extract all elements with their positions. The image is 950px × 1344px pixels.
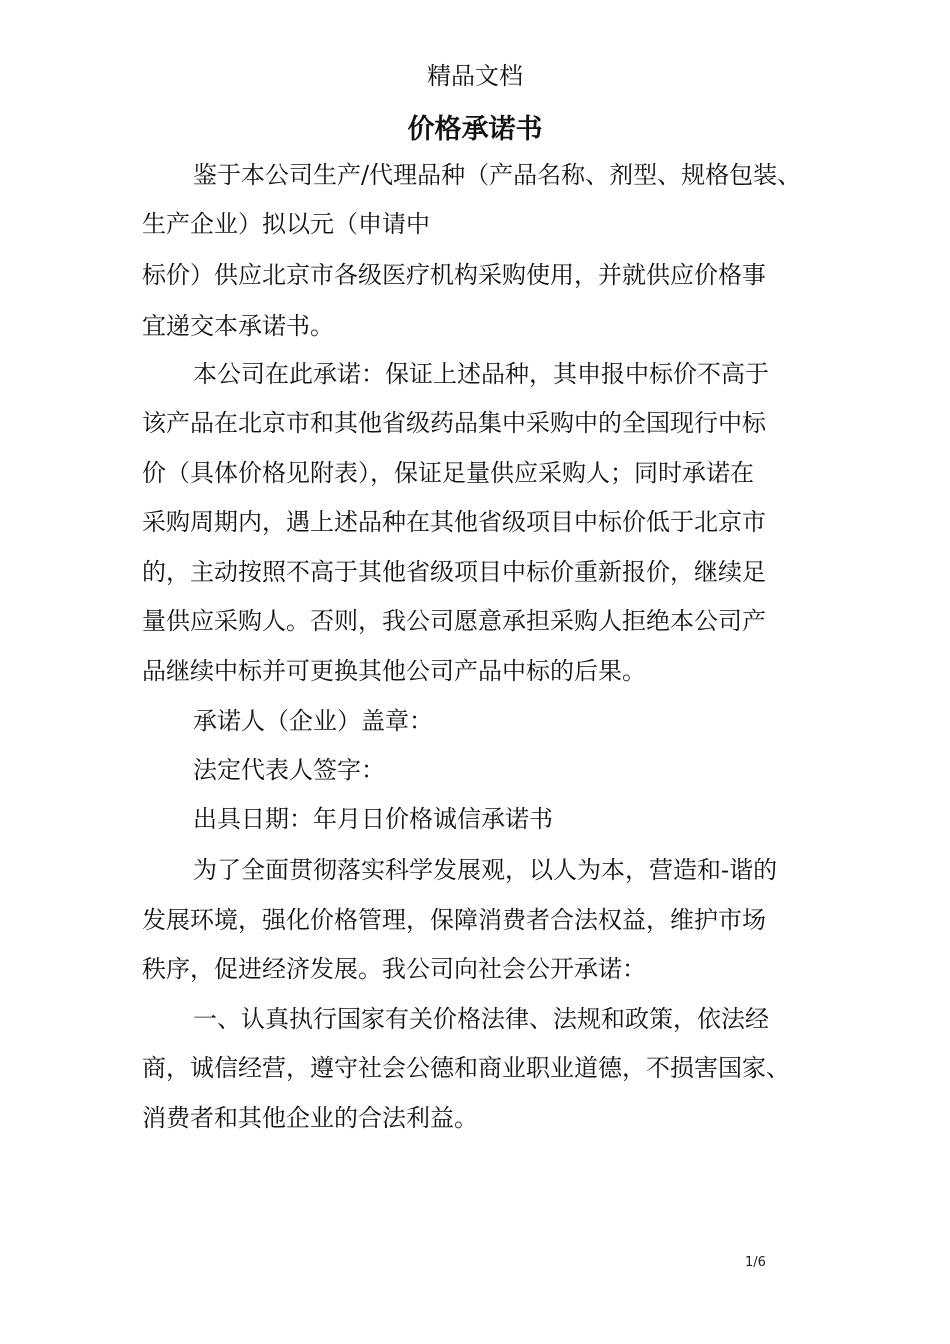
signature-seal-line: 承诺人（企业）盖章： xyxy=(193,707,433,735)
paragraph-line: 秩序，促进经济发展。我公司向社会公开承诺： xyxy=(142,955,646,983)
legal-representative-line: 法定代表人签字： xyxy=(193,756,385,784)
paragraph-line: 采购周期内，遇上述品种在其他省级项目中标价低于北京市 xyxy=(142,508,766,536)
paragraph-line: 标价）供应北京市各级医疗机构采购使用，并就供应价格事 xyxy=(142,261,766,289)
paragraph-line: 宜递交本承诺书。 xyxy=(142,312,334,340)
issue-date-line: 出具日期：年月日价格诚信承诺书 xyxy=(193,805,553,833)
paragraph-line: 发展环境，强化价格管理，保障消费者合法权益，维护市场 xyxy=(142,906,766,934)
paragraph-line: 量供应采购人。否则，我公司愿意承担采购人拒绝本公司产 xyxy=(142,607,766,635)
paragraph-line: 的，主动按照不高于其他省级项目中标价重新报价，继续足 xyxy=(142,558,766,586)
paragraph-line: 该产品在北京市和其他省级药品集中采购中的全国现行中标 xyxy=(142,409,766,437)
paragraph-line: 商，诚信经营，遵守社会公德和商业职业道德，不损害国家、 xyxy=(142,1054,790,1082)
document-title: 价格承诺书 xyxy=(407,114,543,145)
paragraph-line: 鉴于本公司生产/代理品种（产品名称、剂型、规格包装、 xyxy=(193,161,802,189)
page-number: 1/6 xyxy=(745,1255,766,1270)
paragraph-line: 为了全面贯彻落实科学发展观，以人为本，营造和-谐的 xyxy=(193,856,778,884)
paragraph-line: 品继续中标并可更换其他公司产品中标的后果。 xyxy=(142,657,646,685)
paragraph-line: 一、认真执行国家有关价格法律、法规和政策，依法经 xyxy=(193,1005,769,1033)
paragraph-line: 价（具体价格见附表），保证足量供应采购人；同时承诺在 xyxy=(142,459,754,487)
paragraph-line: 本公司在此承诺：保证上述品种，其申报中标价不高于 xyxy=(193,360,769,388)
paragraph-line: 消费者和其他企业的合法利益。 xyxy=(142,1104,478,1132)
paragraph-line: 生产企业）拟以元（申请中 xyxy=(142,210,430,238)
page-header: 精品文档 xyxy=(427,62,523,90)
